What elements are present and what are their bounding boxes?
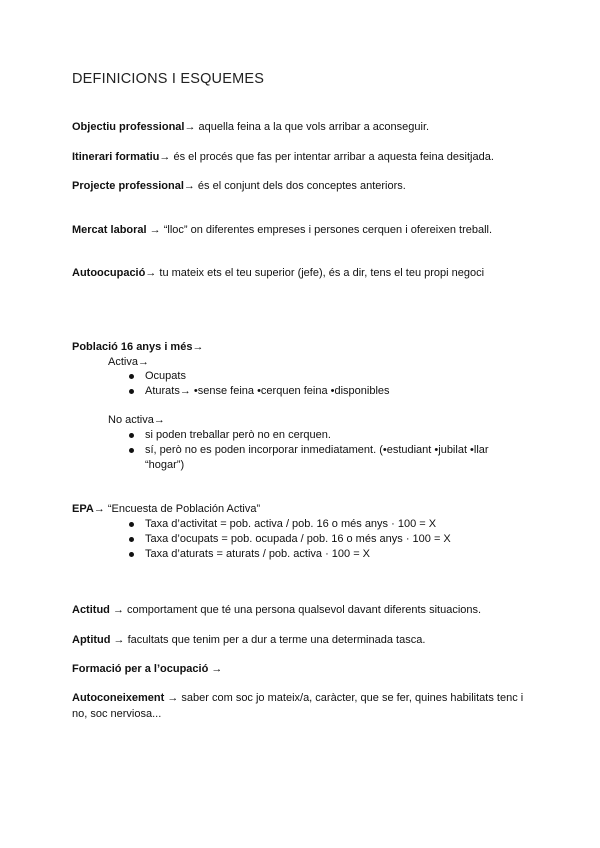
text-mercat: → “lloc” on diferentes empreses i persones cerquen i ofereixen treball. (146, 224, 493, 236)
def-objectiu (72, 120, 429, 134)
def-actitud (72, 603, 481, 617)
term-autoconeixement: Autoconeixement (72, 692, 165, 704)
def-autoconeixement (72, 691, 523, 705)
text-epa: → “Encuesta de Población Activa” (93, 503, 261, 515)
term-epa: EPA (72, 503, 94, 515)
text-objectiu: → aquella feina a la que vols arribar a aconseguir. (184, 121, 430, 133)
no-activa-item-2: sí, però no es poden incorporar inmediatament. (•estudiant •jubilat •llar (145, 444, 489, 456)
text-itinerari: → és el procés que fas per intentar arribar a aquesta feina desitjada. (159, 151, 494, 163)
page-title: DEFINICIONS I ESQUEMES (72, 71, 265, 87)
def-itinerari (72, 150, 494, 164)
def-autoconeixement-cont: no, soc nerviosa... (72, 708, 162, 720)
activa-item-aturats: Aturats→ •sense feina •cerquen feina •disponibles (145, 385, 390, 397)
bullet-dot (129, 537, 134, 542)
text-projecte: → és el conjunt dels dos conceptes anteriors. (183, 180, 406, 192)
text-autoocupacio: → tu mateix ets el teu superior (jefe), és a dir, tens el teu propi negoci (145, 267, 485, 279)
term-projecte: Projecte professional (72, 180, 184, 192)
bullet-dot (129, 448, 134, 453)
term-mercat: Mercat laboral (72, 224, 147, 236)
term-objectiu: Objectiu professional (72, 121, 185, 133)
term-itinerari: Itinerari formatiu (72, 151, 160, 163)
bullet-dot (129, 389, 134, 394)
term-actitud: Actitud (72, 604, 110, 616)
poblacio-heading-text: Població 16 anys i més→ (72, 341, 204, 353)
def-formacio (72, 662, 222, 676)
term-autoocupacio: Autoocupació (72, 267, 146, 279)
bullet-dot (129, 522, 134, 527)
no-activa-item-1: si poden treballar però no en cerquen. (145, 429, 331, 441)
activa-item-ocupats: Ocupats (145, 370, 186, 382)
epa-item-aturats: Taxa d’aturats = aturats / pob. activa · 100 = X (145, 548, 371, 560)
epa-item-activitat: Taxa d’activitat = pob. activa / pob. 16 o més anys · 100 = X (145, 518, 437, 530)
activa-label: Activa→ (108, 356, 149, 368)
def-autoocupacio (72, 266, 484, 280)
no-activa-label: No activa→ (108, 414, 165, 426)
text-aptitud: → facultats que tenim per a dur a terme una determinada tasca. (110, 634, 426, 646)
bullet-dot (129, 374, 134, 379)
poblacio-heading (72, 340, 203, 354)
text-formacio: → (208, 663, 223, 675)
term-aptitud: Aptitud (72, 634, 111, 646)
term-formacio: Formació per a l’ocupació (72, 663, 209, 675)
epa-item-ocupats: Taxa d’ocupats = pob. ocupada / pob. 16 o més anys · 100 = X (145, 533, 451, 545)
def-mercat (72, 223, 492, 237)
text-actitud: → comportament que té una persona qualsevol davant diferents situacions. (109, 604, 482, 616)
epa-heading (72, 502, 260, 516)
def-projecte (72, 179, 406, 193)
bullet-dot (129, 433, 134, 438)
no-activa-item-2-cont: “hogar”) (145, 459, 185, 471)
text-autoconeixement: → saber com soc jo mateix/a, caràcter, que se fer, quines habilitats tenc i (164, 692, 524, 704)
def-aptitud (72, 633, 425, 647)
bullet-dot (129, 552, 134, 557)
